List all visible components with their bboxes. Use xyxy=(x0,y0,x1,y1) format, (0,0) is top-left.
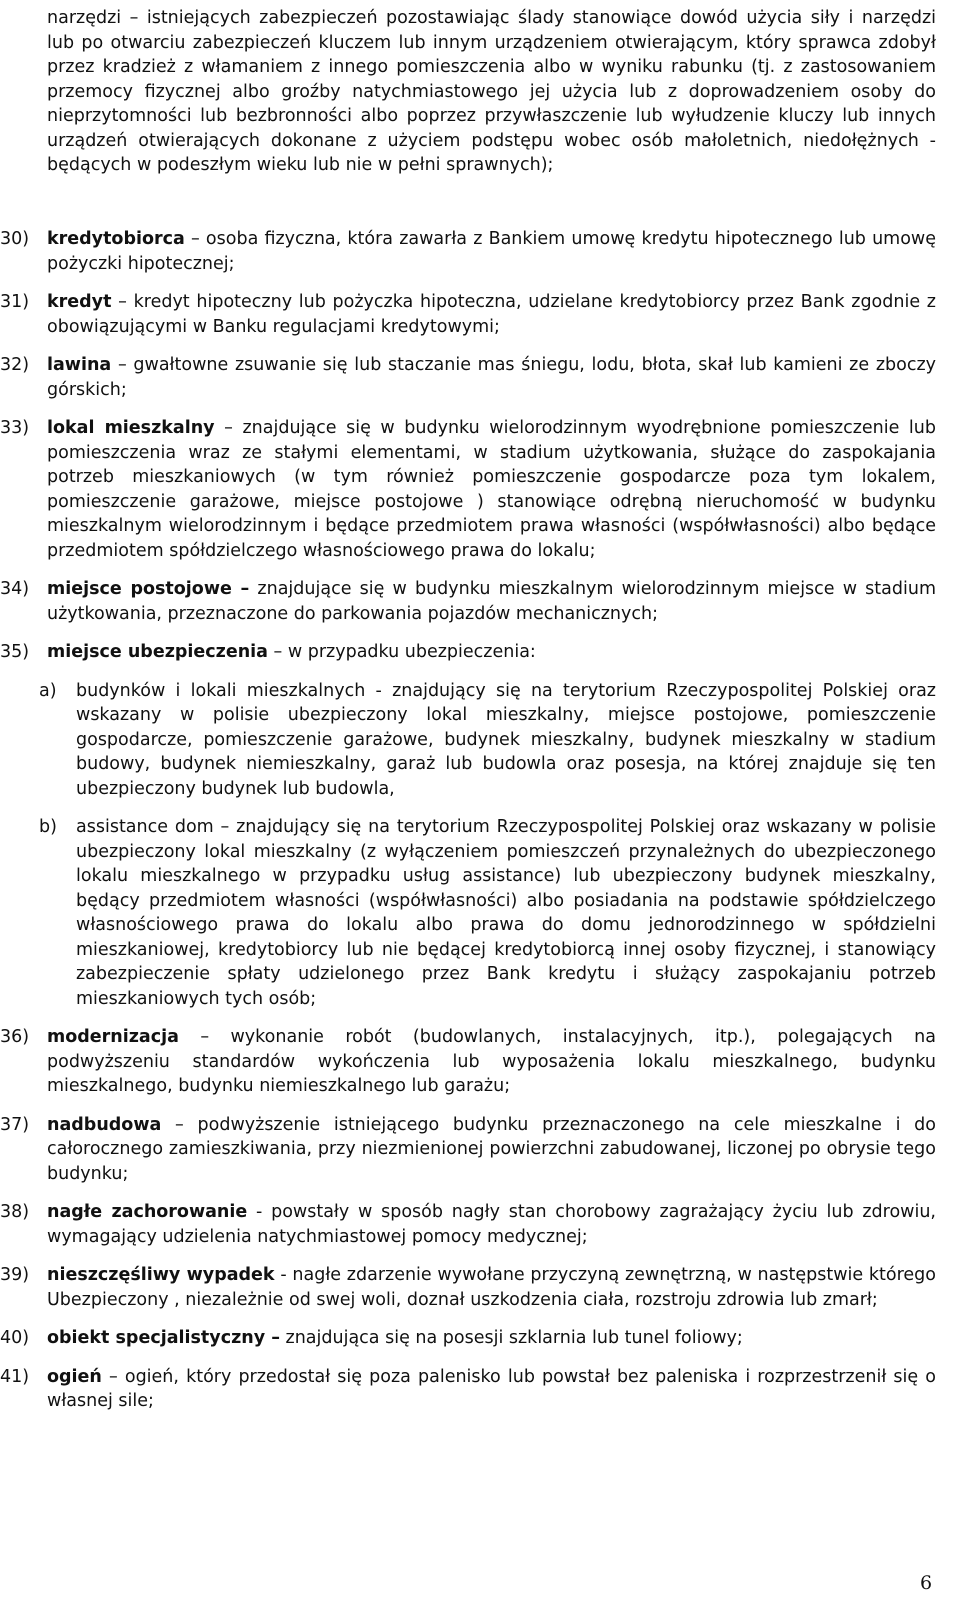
definition-item-40 xyxy=(0,1326,936,1351)
definition-term: kredytobiorca xyxy=(47,229,185,249)
definition-text xyxy=(47,290,936,339)
continuation-paragraph: narzędzi – istniejących zabezpieczeń pozostawiając ślady stanowiące dowód użycia siły i narzędzi lub po otwarciu zabezpieczeń kluczem lub innym urządzeniem otwierającym, który sprawca zdobył przez kradzież z włamaniem z innego pomieszczenia albo w wyniku rabunku (tj. z zastosowaniem przemocy fizycznej albo groźby natychmiastowego jej użycia lub z doprowadzeniem osoby do nieprzytomności lub bezbronności albo poprzez przywłaszczenie lub wyłudzenie kluczy lub innych urządzeń otwierających dokonane z użyciem podstępu wobec osób małoletnich, niedołężnych - będących w podeszłym wieku lub nie w pełni sprawnych); xyxy=(47,8,936,175)
item-number: 34) xyxy=(0,579,30,599)
definition-text xyxy=(47,1113,936,1187)
definition-body: – ogień, który przedostał się poza palenisko lub powstał bez paleniska i rozprzestrzenił się o własnej sile; xyxy=(47,1366,936,1411)
definition-text xyxy=(47,1326,936,1351)
definition-item-38 xyxy=(0,1200,936,1249)
definition-text xyxy=(47,1365,936,1414)
definition-item-30 xyxy=(0,227,936,276)
definition-item-33 xyxy=(0,416,936,563)
definition-term: obiekt specjalistyczny – xyxy=(47,1328,280,1348)
item-number: 32) xyxy=(0,355,30,375)
item-number: 31) xyxy=(0,292,30,312)
definitions-list xyxy=(0,227,960,1428)
definition-term: lawina xyxy=(47,355,112,375)
definition-term: nadbudowa xyxy=(47,1114,162,1135)
definition-term: miejsce ubezpieczenia xyxy=(47,642,268,662)
definition-term: miejsce postojowe – xyxy=(47,579,250,599)
sub-item-a xyxy=(39,679,936,802)
sub-item-text: assistance dom – znajdujący się na terytorium Rzeczypospolitej Polskiej oraz wskazany w polisie ubezpieczony lokal mieszkalny (z wyłączeniem pomieszczeń przynależnych do ubezpieczonego lokalu mieszkalnego w przypadku usług assistance) lub ubezpieczony budynek mieszkalny, będący przedmiotem własności (współwłasności) albo posiadania na podstawie spółdzielczego własnościowego prawa do lokalu albo prawa do domu jednorodzinnego w spółdzielni mieszkaniowej, kredytobiorcy lub nie będącej kredytobiorcą innej osoby fizycznej, i stanowiący zabezpieczenie spłaty udzielonego przez Bank kredytu i służący zaspokajaniu potrzeb mieszkaniowych tych osób; xyxy=(76,817,936,1009)
definition-body: – wykonanie robót (budowlanych, instalacyjnych, itp.), polegających na podwyższeniu standardów wykończenia lub wyposażenia lokalu mieszkalnego, budynku mieszkalnego, budynku niemieszkalnego lub garażu; xyxy=(47,1027,936,1096)
definition-item-39 xyxy=(0,1263,936,1312)
definition-item-31 xyxy=(0,290,936,339)
item-number: 40) xyxy=(0,1328,30,1348)
sub-item-label: a) xyxy=(39,680,57,701)
definition-text xyxy=(47,1263,936,1312)
definition-body: - powstały w sposób nagły stan chorobowy zagrażający życiu lub zdrowiu, wymagający udzielenia natychmiastowej pomocy medycznej; xyxy=(47,1202,936,1247)
definition-term: nagłe zachorowanie xyxy=(47,1202,248,1222)
sub-item-text: budynków i lokali mieszkalnych - znajdujący się na terytorium Rzeczypospolitej Polskiej oraz wskazany w polisie ubezpieczony lokal mieszkalny, miejsce postojowe, pomieszczenie gospodarcze, pomieszczenie garażowe, budynek mieszkalny, budynek mieszkalny w stadium budowy, budynek niemieszkalny, garaż lub budowla oraz posesja, na której znajduje się ten ubezpieczony budynek lub budowla, xyxy=(76,680,936,799)
definition-item-37 xyxy=(0,1113,936,1187)
definition-text xyxy=(47,353,936,402)
item-number: 39) xyxy=(0,1265,30,1285)
definition-body: – podwyższenie istniejącego budynku przeznaczonego na cele mieszkalne i do całorocznego zamieszkiwania, przy niezmienionej powierzchni zabudowanej, liczonej po obrysie tego budynku; xyxy=(47,1114,936,1184)
definition-item-34 xyxy=(0,577,936,626)
definition-body: znajdujące się w budynku mieszkalnym wielorodzinnym miejsce w stadium użytkowania, przeznaczone do parkowania pojazdów mechanicznych; xyxy=(47,579,936,624)
definition-body: – gwałtowne zsuwanie się lub staczanie mas śniegu, lodu, błota, skał lub kamieni ze zboczy górskich; xyxy=(47,355,936,400)
definition-text xyxy=(47,416,936,563)
definition-text xyxy=(47,227,936,276)
definition-body: – kredyt hipoteczny lub pożyczka hipoteczna, udzielane kredytobiorcy przez Bank zgodnie z obowiązującymi w Banku regulacjami kredytowymi; xyxy=(47,292,936,337)
definition-term: ogień xyxy=(47,1366,102,1387)
definition-term: nieszczęśliwy wypadek xyxy=(47,1265,275,1285)
sub-list xyxy=(39,679,936,1012)
definition-body: znajdująca się na posesji szklarnia lub tunel foliowy; xyxy=(279,1328,743,1348)
definition-term: kredyt xyxy=(47,292,112,312)
definition-term: modernizacja xyxy=(47,1027,179,1047)
item-number: 38) xyxy=(0,1202,30,1222)
definition-term: lokal mieszkalny xyxy=(47,418,215,438)
definition-item-36 xyxy=(0,1025,936,1099)
item-number: 33) xyxy=(0,418,30,438)
page-number: 6 xyxy=(920,1572,933,1594)
definition-body: – w przypadku ubezpieczenia: xyxy=(267,642,536,662)
definition-text xyxy=(47,640,936,665)
sub-item-label: b) xyxy=(39,817,57,837)
sub-item-b xyxy=(39,815,936,1011)
item-number: 36) xyxy=(0,1027,30,1047)
definition-text xyxy=(47,1025,936,1099)
item-number: 41) xyxy=(0,1366,30,1387)
definition-text xyxy=(47,1200,936,1249)
definition-body: – znajdujące się w budynku wielorodzinnym wyodrębnione pomieszczenie lub pomieszczenia wraz ze stałymi elementami, w stadium użytkowania, służące do zaspokajania potrzeb mieszkaniowych (w tym również pomieszczenie gospodarcze poza tym lokalem, pomieszczenie garażowe, miejsce postojowe ) stanowiące odrębną nieruchomość w budynku mieszkalnym wielorodzinnym i będące przedmiotem prawa własności (współwłasności) albo będące przedmiotem spółdzielczego własnościowego prawa do lokalu; xyxy=(47,418,936,561)
definition-item-32 xyxy=(0,353,936,402)
item-number: 37) xyxy=(0,1114,30,1135)
item-number: 30) xyxy=(0,229,30,249)
definition-item-35 xyxy=(0,640,936,1011)
definition-body: - nagłe zdarzenie wywołane przyczyną zewnętrzną, w następstwie którego Ubezpieczony , niezależnie od swej woli, doznał uszkodzenia ciała, rozstroju zdrowia lub zmarł; xyxy=(47,1265,936,1310)
definition-item-41 xyxy=(0,1365,936,1414)
item-number: 35) xyxy=(0,642,30,662)
definition-body: – osoba fizyczna, która zawarła z Bankiem umowę kredytu hipotecznego lub umowę pożyczki hipotecznej; xyxy=(47,229,936,274)
definition-text xyxy=(47,577,936,626)
